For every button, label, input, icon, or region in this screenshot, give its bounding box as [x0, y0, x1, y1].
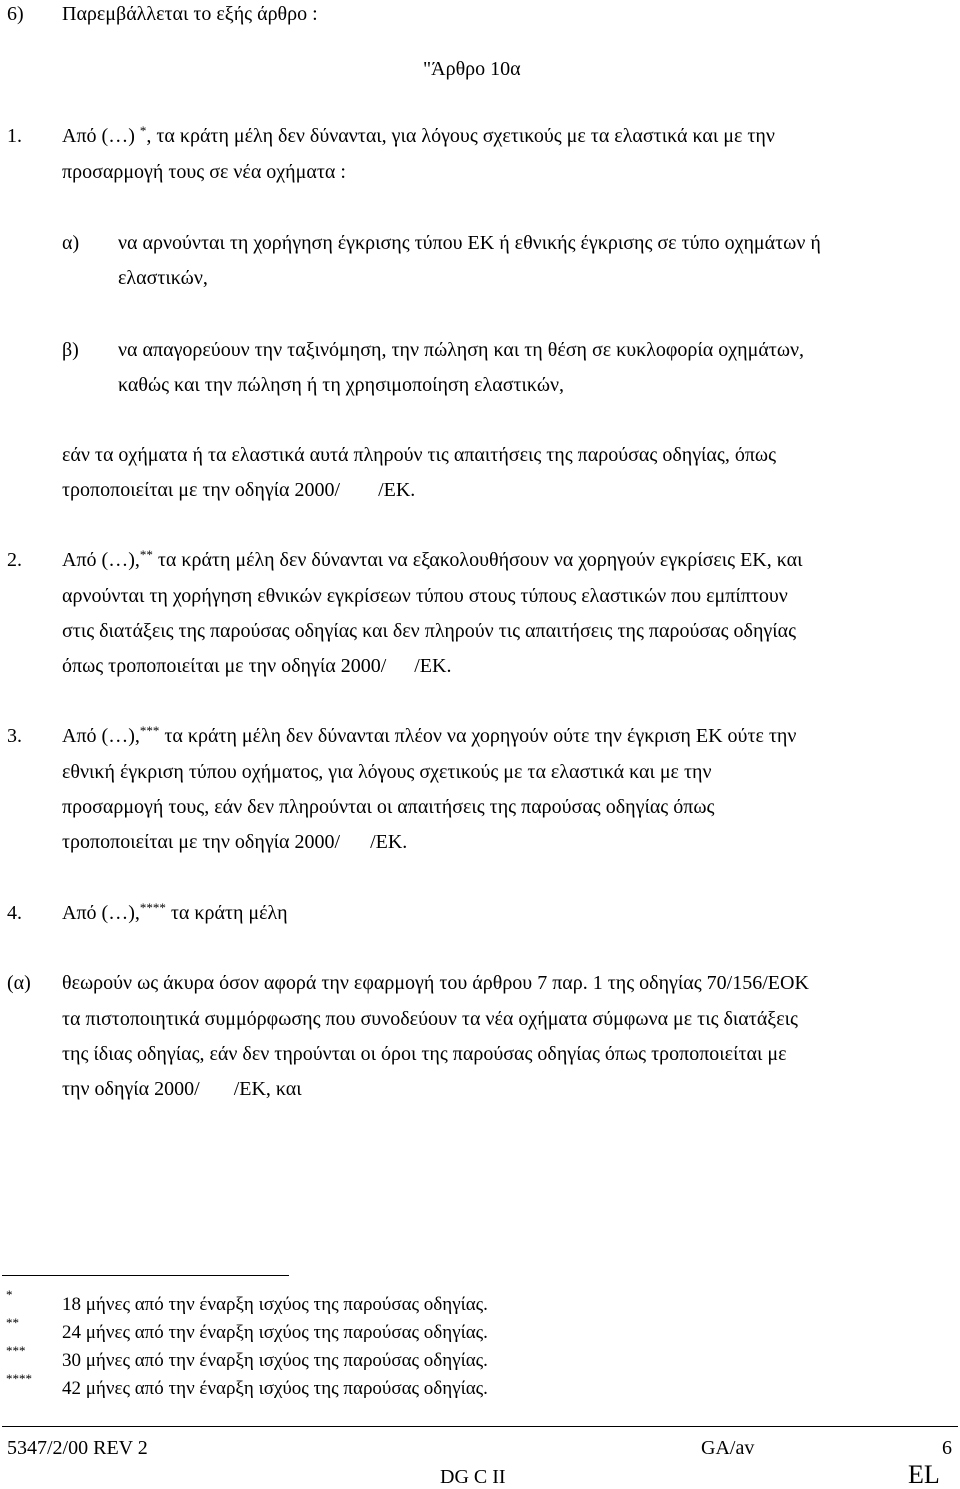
- footnote-separator: [2, 1275, 289, 1276]
- paragraph-number: 3.: [7, 725, 22, 747]
- footnote-mark: **: [6, 1315, 19, 1330]
- list-item-line: να απαγορεύουν την ταξινόμηση, την πώληση και τη θέση σε κυκλοφορία οχημάτων,: [118, 339, 805, 361]
- paragraph-4-line-1: Από (…),**** τα κράτη μέλη: [62, 900, 288, 924]
- footnote-text: 18 μήνες από την έναρξη ισχύος της παρούσας οδηγίας.: [62, 1294, 488, 1315]
- paragraph-2-line-4: όπως τροποποιείται με την οδηγία 2000/ /ΕΚ.: [62, 655, 452, 677]
- paragraph-number: 2.: [7, 549, 22, 571]
- paragraph-number: 4.: [7, 902, 22, 924]
- paragraph-4a-line-3: της ίδιας οδηγίας, εάν δεν τηρούνται οι όροι της παρούσας οδηγίας όπως τροποποιείται με: [62, 1043, 787, 1065]
- paragraph-1-line-1: Από (…) *, τα κράτη μέλη δεν δύνανται, για λόγους σχετικούς με τα ελαστικά και με την: [62, 123, 775, 147]
- paragraph-1-line-2: προσαρμογή τους σε νέα οχήματα :: [62, 161, 346, 183]
- article-title: "Άρθρο 10α: [423, 58, 521, 80]
- paragraph-4a-line-1: θεωρούν ως άκυρα όσον αφορά την εφαρμογή του άρθρου 7 παρ. 1 της οδηγίας 70/156/ΕΟΚ: [62, 972, 809, 994]
- author-initials: GA/av: [701, 1437, 755, 1459]
- list-label: (α): [7, 972, 31, 994]
- footnote-text: 24 μήνες από την έναρξη ισχύος της παρούσας οδηγίας.: [62, 1322, 488, 1343]
- page-number: 6: [942, 1437, 952, 1459]
- footnote-mark: ****: [6, 1371, 32, 1386]
- item-number: 6): [7, 3, 24, 25]
- paragraph-4a-line-4: την οδηγία 2000/ /ΕΚ, και: [62, 1078, 302, 1100]
- footnote-ref: **: [139, 547, 153, 562]
- paragraph-2-line-3: στις διατάξεις της παρούσας οδηγίας και δεν πληρούν τις απαιτήσεις της παρούσας οδηγίας: [62, 620, 797, 642]
- directorate: DG C II: [440, 1466, 506, 1488]
- footnote-text: 30 μήνες από την έναρξη ισχύος της παρούσας οδηγίας.: [62, 1350, 488, 1371]
- list-item-line: καθώς και την πώληση ή τη χρησιμοποίηση ελαστικών,: [118, 374, 565, 396]
- list-label: β): [62, 339, 79, 361]
- paragraph-3-line-3: προσαρμογή τους, εάν δεν πληρούνται οι απαιτήσεις της παρούσας οδηγίας όπως: [62, 796, 715, 818]
- list-item-line: να αρνούνται τη χορήγηση έγκρισης τύπου ΕΚ ή εθνικής έγκρισης σε τύπο οχημάτων ή: [118, 232, 821, 254]
- paragraph-4a-line-2: τα πιστοποιητικά συμμόρφωσης που συνοδεύουν τα νέα οχήματα σύμφωνα με τις διατάξεις: [62, 1008, 798, 1030]
- paragraph-2-line-2: αρνούνται τη χορήγηση εθνικών εγκρίσεων τύπου στους τύπους ελαστικών που εμπίπτουν: [62, 585, 788, 607]
- footer-separator: [2, 1426, 958, 1427]
- footnote-ref: ***: [139, 723, 160, 738]
- paragraph-1-closing-line-1: εάν τα οχήματα ή τα ελαστικά αυτά πληρούν τις απαιτήσεις της παρούσας οδηγίας, όπως: [62, 444, 777, 466]
- footnote-mark: *: [6, 1287, 13, 1302]
- footnote-ref: ****: [139, 900, 166, 915]
- paragraph-3-line-1: Από (…),*** τα κράτη μέλη δεν δύνανται πλέον να χορηγούν ούτε την έγκριση ΕΚ ούτε την: [62, 723, 797, 747]
- intro-text: Παρεμβάλλεται το εξής άρθρο :: [62, 3, 318, 25]
- paragraph-3-line-2: εθνική έγκριση τύπου οχήματος, για λόγους σχετικούς με τα ελαστικά και με την: [62, 761, 712, 783]
- paragraph-2-line-1: Από (…),** τα κράτη μέλη δεν δύνανται να εξακολουθήσουν να χορηγούν εγκρίσεις ΕΚ, και: [62, 547, 803, 571]
- list-label: α): [62, 232, 80, 254]
- list-item-line: ελαστικών,: [118, 267, 208, 289]
- paragraph-1-closing-line-2: τροποποιείται με την οδηγία 2000/ /ΕΚ.: [62, 479, 416, 501]
- document-reference: 5347/2/00 REV 2: [7, 1437, 148, 1459]
- footnote-mark: ***: [6, 1343, 26, 1358]
- paragraph-number: 1.: [7, 125, 22, 147]
- paragraph-3-line-4: τροποποιείται με την οδηγία 2000/ /ΕΚ.: [62, 831, 408, 853]
- footnote-ref: *: [139, 123, 147, 138]
- footnote-text: 42 μήνες από την έναρξη ισχύος της παρούσας οδηγίας.: [62, 1378, 488, 1399]
- language-code: EL: [908, 1460, 940, 1489]
